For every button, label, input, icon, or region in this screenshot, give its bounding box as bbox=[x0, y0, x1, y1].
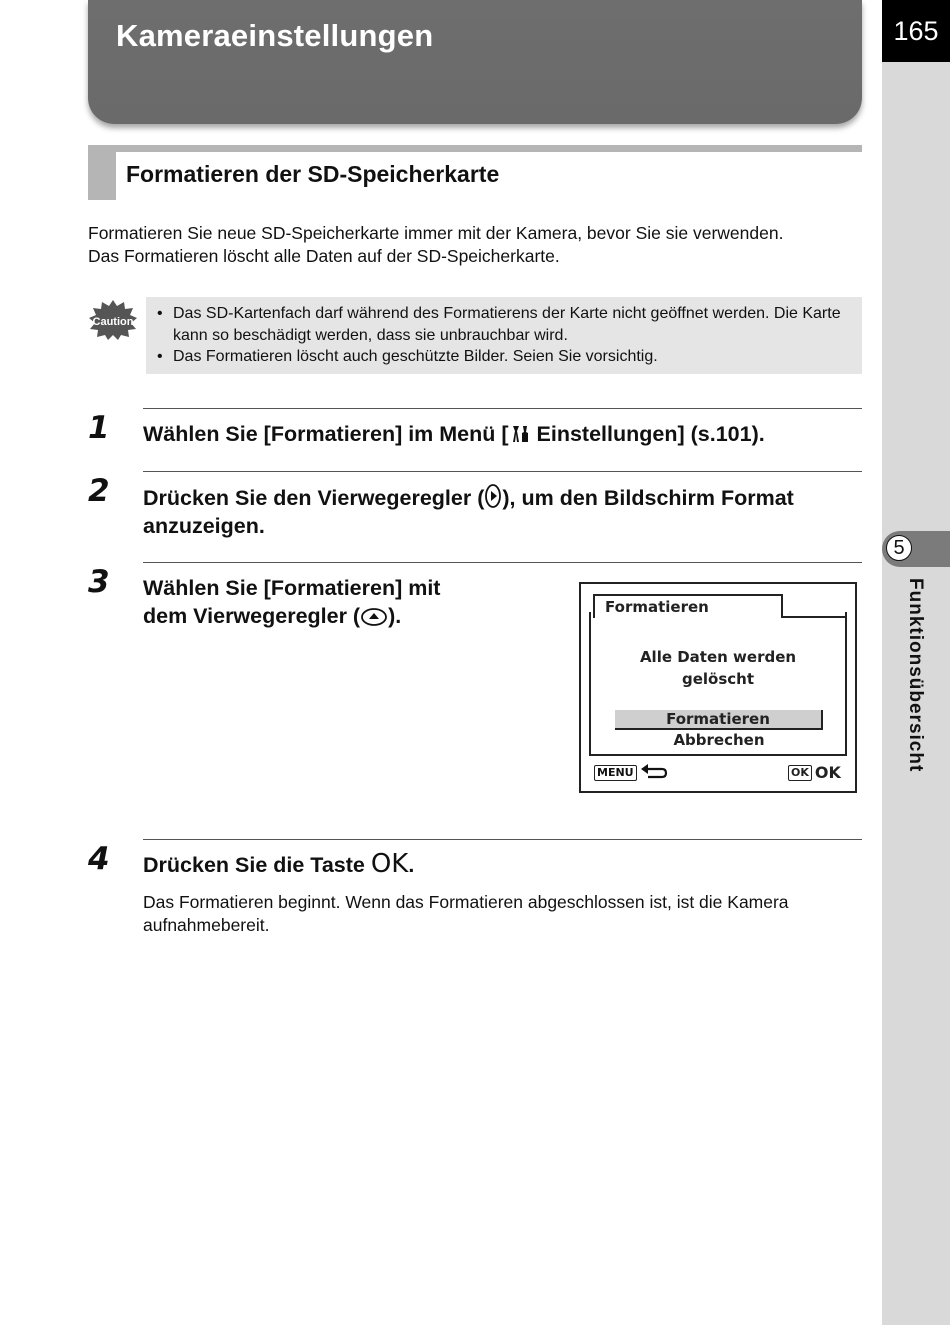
lcd-tab-title: Formatieren bbox=[593, 594, 783, 618]
lcd-option-cancel[interactable]: Abbrechen bbox=[673, 731, 765, 749]
step-4-text: Drücken Sie die Taste OK. bbox=[143, 849, 415, 879]
step-divider bbox=[143, 562, 862, 563]
step-3-text: Wählen Sie [Formatieren] mit dem Vierwegeregler ( ). bbox=[143, 576, 441, 628]
chapter-number: 5 bbox=[886, 535, 912, 561]
menu-key-icon: MENU bbox=[594, 765, 637, 781]
setup-menu-icon bbox=[509, 423, 531, 445]
chapter-title: Kameraeinstellungen bbox=[116, 18, 434, 53]
lcd-option-format[interactable]: Formatieren bbox=[615, 710, 823, 730]
intro-text bbox=[88, 222, 868, 268]
four-way-right-icon bbox=[484, 483, 502, 509]
step-4-body: Das Formatieren beginnt. Wenn das Formatieren abgeschlossen ist, ist die Kamera aufnahmebereit. bbox=[143, 892, 789, 935]
caution-item: • Das Formatieren löscht auch geschützte Bilder. Seien Sie vorsichtig. bbox=[156, 346, 852, 368]
caution-item: • Das SD-Kartenfach darf während des Formatierens der Karte nicht geöffnet werden. Die Karte kann so beschädigt werden, dass sie unbrauchbar wird. bbox=[156, 303, 852, 346]
step-number: 3 bbox=[88, 564, 110, 600]
section-heading bbox=[88, 145, 862, 200]
lcd-message: Alle Daten werden gelöscht bbox=[639, 648, 797, 688]
section-title: Formatieren der SD-Speicherkarte bbox=[126, 161, 500, 187]
step-divider bbox=[143, 471, 862, 472]
page-number: 165 bbox=[882, 0, 950, 62]
step-number: 2 bbox=[88, 473, 110, 509]
step-1-text: Wählen Sie [Formatieren] im Menü [ Einstellungen] (s.101). bbox=[143, 422, 765, 446]
intro-line-2: Das Formatieren löscht alle Daten auf der SD-Speicherkarte. bbox=[88, 246, 560, 266]
lcd-screen bbox=[579, 582, 857, 793]
ok-button-symbol: OK bbox=[370, 849, 409, 879]
page-sidebar bbox=[882, 0, 950, 1325]
caution-icon-label: Caution bbox=[92, 316, 134, 328]
back-arrow-icon bbox=[640, 764, 668, 780]
chapter-header bbox=[88, 0, 862, 124]
step-number: 1 bbox=[88, 410, 110, 446]
caution-box bbox=[146, 297, 862, 374]
chapter-label: Funktionsübersicht bbox=[905, 578, 926, 773]
step-divider bbox=[143, 408, 862, 409]
lcd-ok: OK OK bbox=[788, 763, 841, 782]
chapter-tab bbox=[882, 531, 950, 567]
intro-line-1: Formatieren Sie neue SD-Speicherkarte immer mit der Kamera, bevor Sie sie verwenden. bbox=[88, 223, 784, 243]
step-divider bbox=[143, 839, 862, 840]
step-number: 4 bbox=[88, 841, 110, 877]
caution-icon bbox=[88, 299, 138, 341]
lcd-menu-back bbox=[594, 763, 668, 782]
four-way-up-icon bbox=[360, 607, 388, 627]
step-2-text: Drücken Sie den Vierwegeregler ( ), um den Bildschirm Format anzuzeigen. bbox=[143, 483, 868, 540]
ok-key-icon: OK bbox=[788, 765, 812, 781]
